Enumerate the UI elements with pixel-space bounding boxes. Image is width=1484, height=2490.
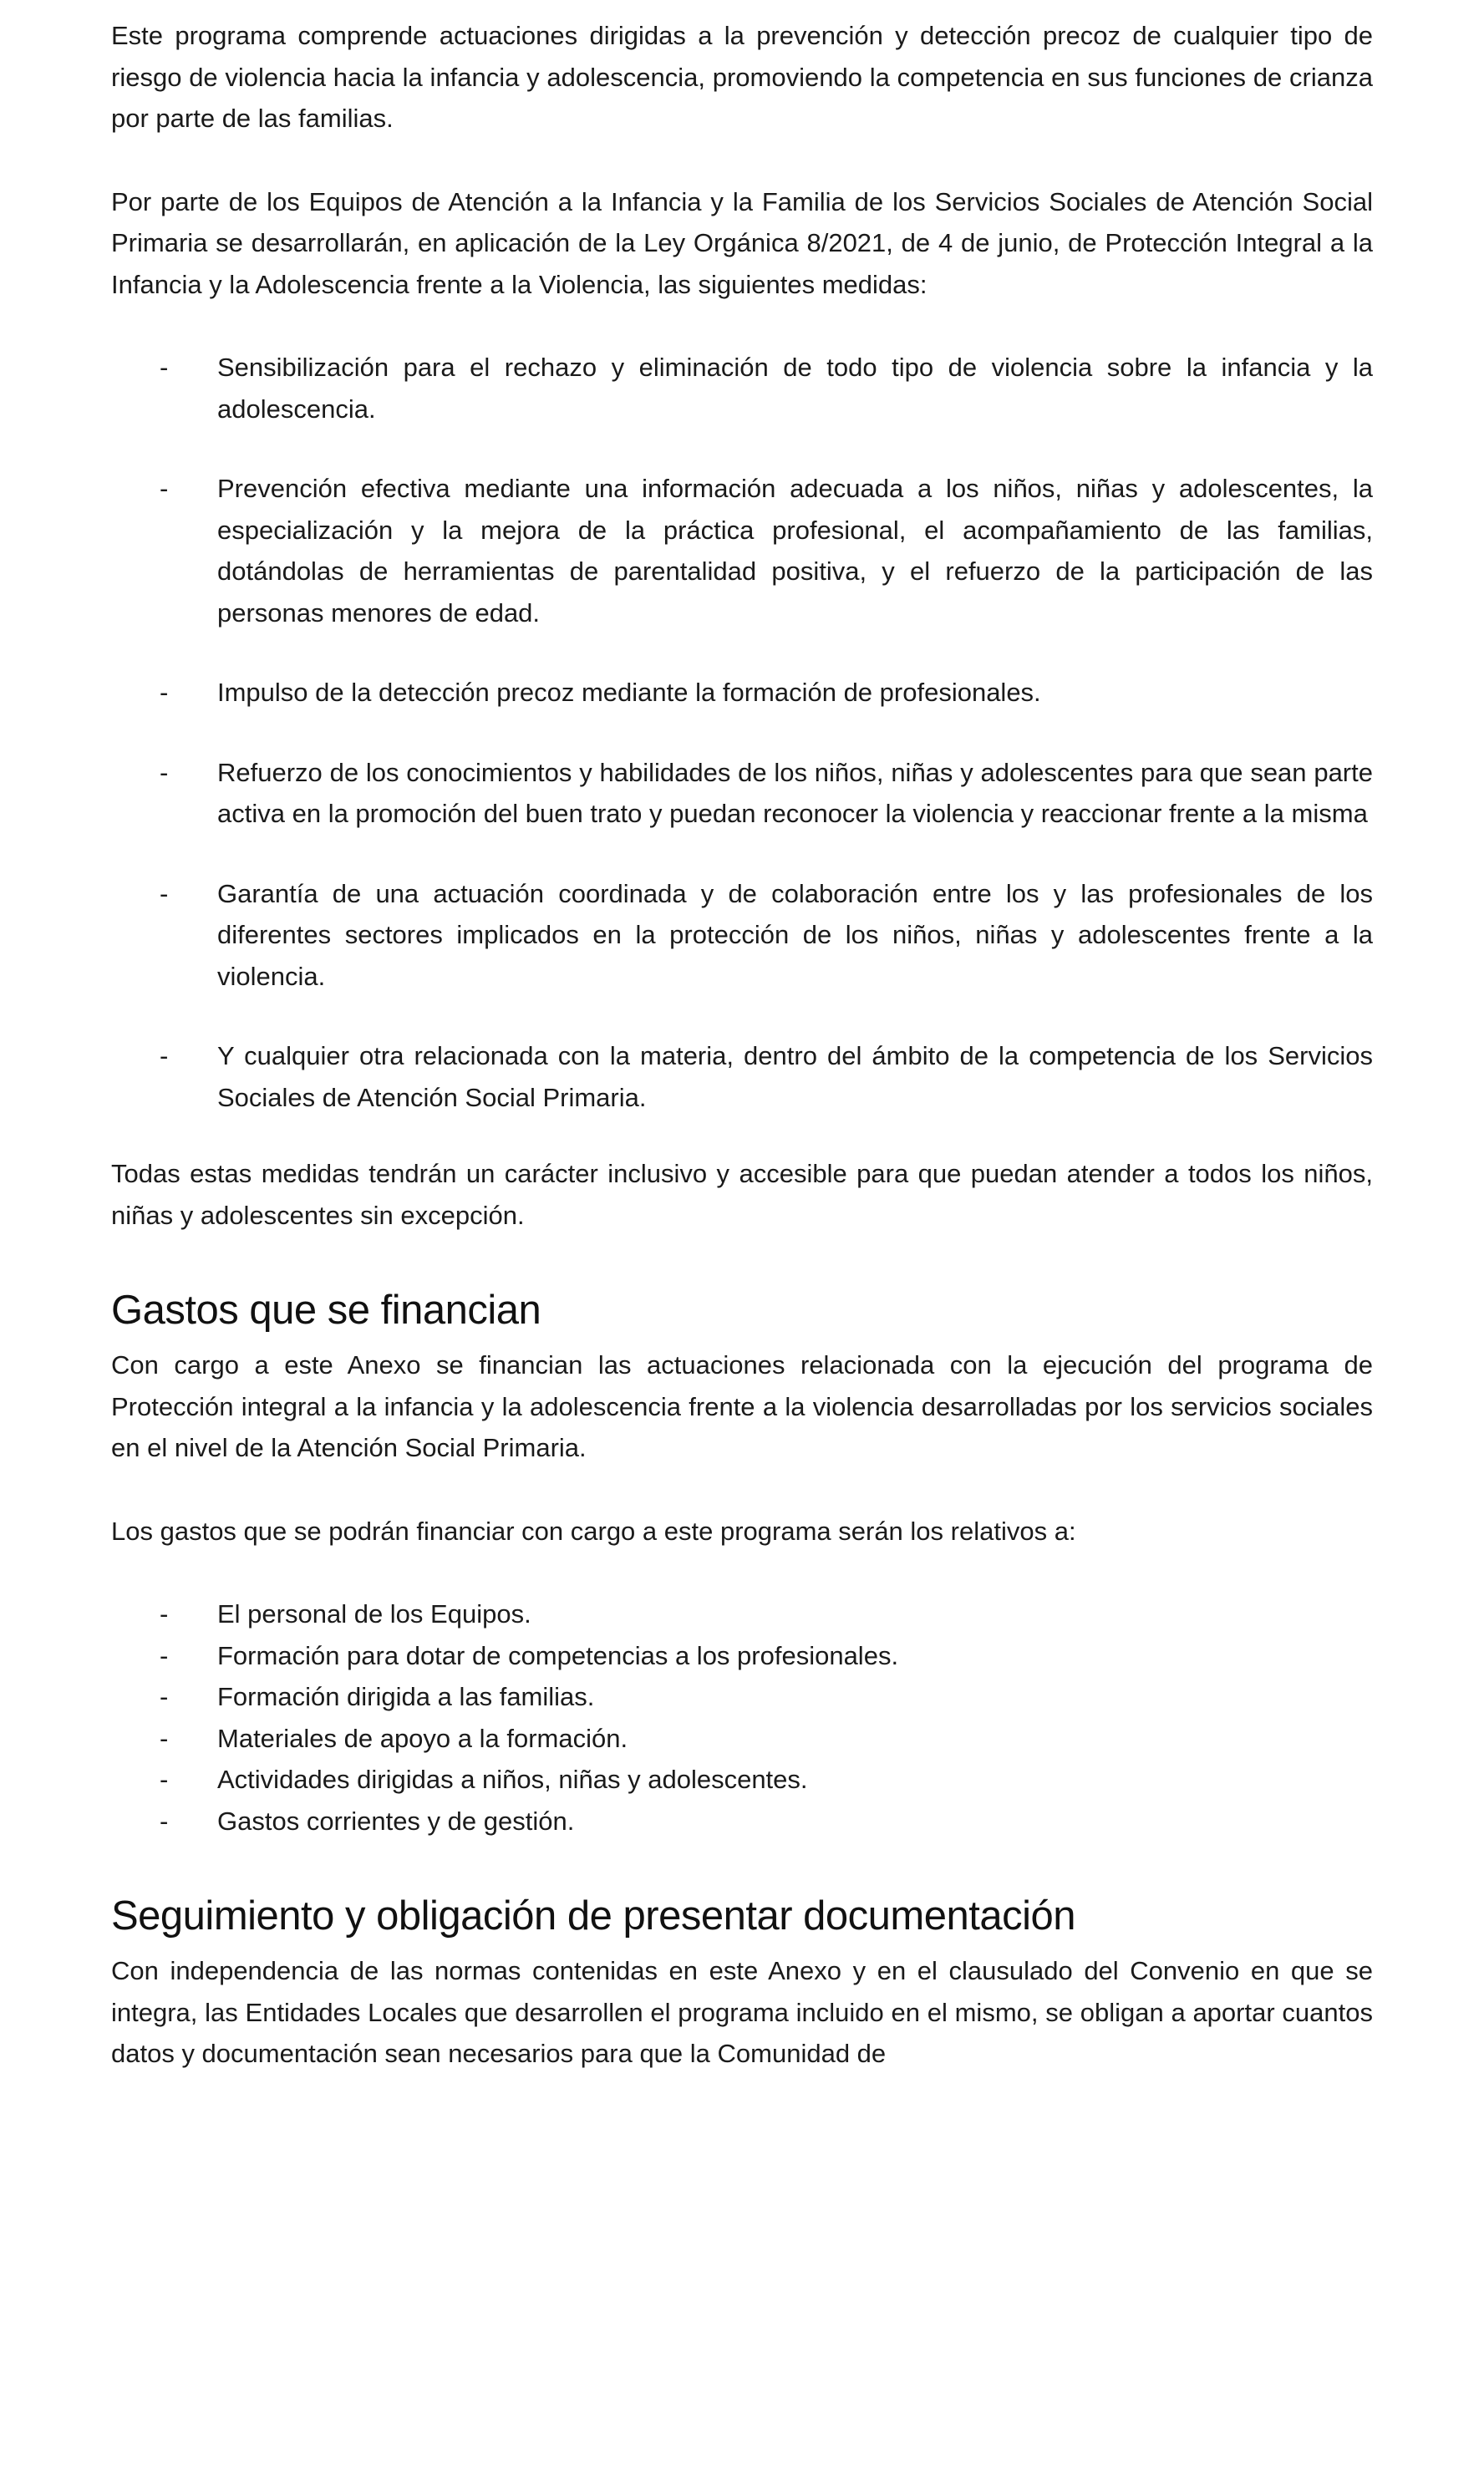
list-bullet: -	[160, 1599, 169, 1629]
intro-paragraph-2: Por parte de los Equipos de Atención a la Infancia y la Familia de los Servicios Sociales de Atención Social Primaria se desarrollarán, en aplicación de la Ley Orgánica 8/2021, de 4 de junio, de Protección Integral a la Infancia y la Adolescencia frente a la Violencia, las siguientes medidas:	[111, 186, 1373, 299]
list-bullet: -	[160, 1682, 169, 1711]
list-item	[111, 672, 1373, 714]
list-item	[111, 1676, 1373, 1718]
list-bullet: -	[160, 757, 169, 787]
list-item	[111, 752, 1373, 835]
list-item-text: Formación dirigida a las familias.	[217, 1682, 595, 1711]
section-heading-gastos: Gastos que se financian	[111, 1288, 541, 1333]
measures-list	[111, 347, 1373, 1118]
list-item	[111, 1759, 1373, 1801]
gastos-paragraph-2: Los gastos que se podrán financiar con cargo a este programa serán los relativos a:	[111, 1516, 1076, 1546]
measures-closing-paragraph: Todas estas medidas tendrán un carácter inclusivo y accesible para que puedan atender a todos los niños, niñas y adolescentes sin excepción.	[111, 1159, 1373, 1230]
list-bullet: -	[160, 878, 169, 908]
list-item	[111, 1035, 1373, 1118]
list-item	[111, 873, 1373, 998]
list-item-text: Refuerzo de los conocimientos y habilidades de los niños, niñas y adolescentes para que sean parte activa en la promoción del buen trato y puedan reconocer la violencia y reaccionar frente a la misma	[217, 757, 1373, 828]
list-bullet: -	[160, 1806, 169, 1836]
list-bullet: -	[160, 1723, 169, 1753]
list-item-text: El personal de los Equipos.	[217, 1599, 531, 1629]
seguimiento-paragraph-1: Con independencia de las normas contenidas en este Anexo y en el clausulado del Convenio en que se integra, las Entidades Locales que desarrollen el programa incluido en el mismo, se obligan a aportar cuantos datos y documentación sean necesarios para que la Comunidad de	[111, 1956, 1373, 2068]
list-item-text: Formación para dotar de competencias a los profesionales.	[217, 1640, 899, 1670]
list-item	[111, 1593, 1373, 1635]
gastos-paragraph-1: Con cargo a este Anexo se financian las actuaciones relacionada con la ejecución del programa de Protección integral a la infancia y la adolescencia frente a la violencia desarrolladas por los servicios sociales en el nivel de la Atención Social Primaria.	[111, 1350, 1373, 1462]
list-item-text: Actividades dirigidas a niños, niñas y adolescentes.	[217, 1765, 808, 1794]
list-item-text: Materiales de apoyo a la formación.	[217, 1723, 628, 1753]
list-bullet: -	[160, 1640, 169, 1670]
list-item-text: Impulso de la detección precoz mediante la formación de profesionales.	[217, 678, 1041, 707]
list-bullet: -	[160, 1041, 169, 1070]
list-item	[111, 1801, 1373, 1842]
list-item-text: Y cualquier otra relacionada con la materia, dentro del ámbito de la competencia de los Servicios Sociales de Atención Social Primaria.	[217, 1041, 1373, 1112]
section-heading-seguimiento: Seguimiento y obligación de presentar documentación	[111, 1893, 1075, 1939]
list-item	[111, 468, 1373, 633]
list-item	[111, 347, 1373, 429]
intro-paragraph-1: Este programa comprende actuaciones dirigidas a la prevención y detección precoz de cualquier tipo de riesgo de violencia hacia la infancia y adolescencia, promoviendo la competencia en sus funciones de crianza por parte de las familias.	[111, 21, 1373, 133]
list-bullet: -	[160, 353, 169, 382]
list-item	[111, 1635, 1373, 1677]
document-page	[111, 15, 1373, 2075]
list-bullet: -	[160, 474, 169, 503]
list-item-text: Sensibilización para el rechazo y eliminación de todo tipo de violencia sobre la infancia y la adolescencia.	[217, 353, 1373, 424]
list-item-text: Prevención efectiva mediante una información adecuada a los niños, niñas y adolescentes, la especialización y la mejora de la práctica profesional, el acompañamiento de las familias, dotándolas de herramientas de parentalidad positiva, y el refuerzo de la participación de las personas menores de edad.	[217, 474, 1373, 628]
list-item	[111, 1718, 1373, 1760]
list-bullet: -	[160, 1765, 169, 1794]
list-item-text: Garantía de una actuación coordinada y de colaboración entre los y las profesionales de los diferentes sectores implicados en la protección de los niños, niñas y adolescentes frente a la violencia.	[217, 878, 1373, 991]
list-item-text: Gastos corrientes y de gestión.	[217, 1806, 575, 1836]
list-bullet: -	[160, 678, 169, 707]
expenses-list	[111, 1593, 1373, 1842]
